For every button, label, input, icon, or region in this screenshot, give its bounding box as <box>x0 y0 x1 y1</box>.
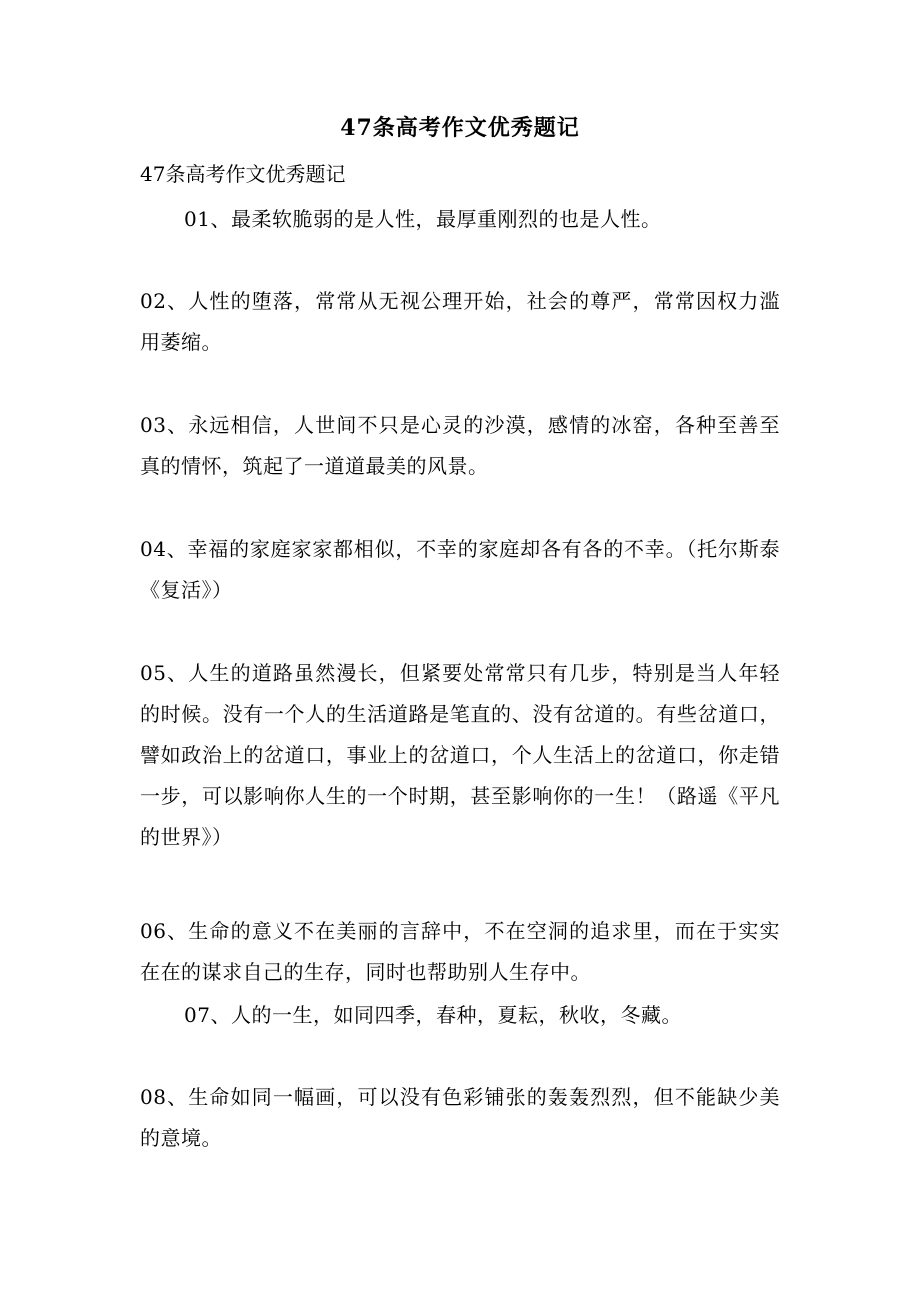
item-05: 05、人生的道路虽然漫长，但紧要处常常只有几步，特别是当人年轻的时候。没有一个人的生活道路是笔直的、没有岔道的。有些岔道口，譬如政治上的岔道口，事业上的岔道口，个人生活上的岔道口，你走错一步，可以影响你人生的一个时期，甚至影响你的一生！（路遥《平凡的世界》） <box>140 661 780 849</box>
item-02: 02、人性的堕落，常常从无视公理开始，社会的尊严，常常因权力滥用萎缩。 <box>140 289 780 354</box>
item-07: 07、人的一生，如同四季，春种，夏耘，秋收，冬藏。 <box>184 1003 682 1027</box>
item-08: 08、生命如同一幅画，可以没有色彩铺张的轰轰烈烈，但不能缺少美的意境。 <box>140 1085 780 1150</box>
item-03: 03、永远相信，人世间不只是心灵的沙漠，感情的冰窑，各种至善至真的情怀，筑起了一道道最美的风景。 <box>140 413 780 478</box>
document-title: 47条高考作文优秀题记 <box>340 115 580 141</box>
item-06: 06、生命的意义不在美丽的言辞中，不在空洞的追求里，而在于实实在在的谋求自己的生存，同时也帮助别人生存中。 <box>140 919 780 984</box>
item-04: 04、幸福的家庭家家都相似，不幸的家庭却各有各的不幸。（托尔斯泰《复活》） <box>140 537 780 602</box>
item-01: 01、最柔软脆弱的是人性，最厚重刚烈的也是人性。 <box>184 207 662 231</box>
document-subtitle: 47条高考作文优秀题记 <box>140 162 346 186</box>
